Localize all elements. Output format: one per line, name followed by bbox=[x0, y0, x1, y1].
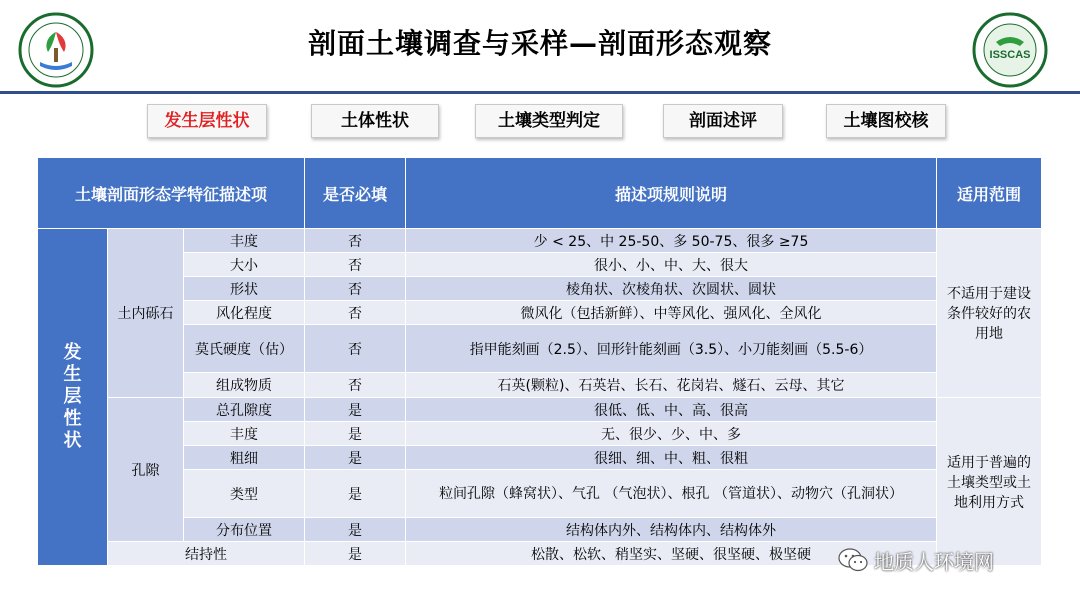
watermark-text: 地质人环境网 bbox=[874, 549, 994, 574]
table-row bbox=[38, 518, 1042, 542]
item-cell: 风化程度 bbox=[184, 301, 305, 325]
rule-cell: 无、很少、少、中、多 bbox=[406, 422, 937, 446]
rule-cell: 松散、松软、稍坚实、坚硬、很坚硬、极坚硬 bbox=[406, 542, 937, 566]
table-row bbox=[38, 398, 1042, 422]
watermark bbox=[838, 540, 1068, 580]
tab-soil-body[interactable]: 土体性状 bbox=[311, 104, 439, 138]
scope-gravel: 不适用于建设条件较好的农用地 bbox=[937, 229, 1042, 398]
required-cell: 是 bbox=[305, 398, 406, 422]
header-scope: 适用范围 bbox=[937, 158, 1042, 229]
table-row bbox=[38, 325, 1042, 373]
scope-pore: 适用于普遍的土壤类型或土地利用方式 bbox=[937, 398, 1042, 566]
profile-table bbox=[37, 157, 1042, 566]
required-cell: 是 bbox=[305, 470, 406, 518]
item-cell: 粗细 bbox=[184, 446, 305, 470]
table-row bbox=[38, 277, 1042, 301]
item-cell: 分布位置 bbox=[184, 518, 305, 542]
rule-cell: 很细、细、中、粗、很粗 bbox=[406, 446, 937, 470]
item-cell: 莫氏硬度（估） bbox=[184, 325, 305, 373]
header-rule: 描述项规则说明 bbox=[406, 158, 937, 229]
item-cell: 组成物质 bbox=[184, 373, 305, 398]
required-cell: 否 bbox=[305, 373, 406, 398]
item-cell: 丰度 bbox=[184, 229, 305, 253]
item-cell: 形状 bbox=[184, 277, 305, 301]
rule-cell: 少 < 25、中 25-50、多 50-75、很多 ≥75 bbox=[406, 229, 937, 253]
header-item: 土壤剖面形态学特征描述项 bbox=[38, 158, 305, 229]
required-cell: 是 bbox=[305, 422, 406, 446]
table-row bbox=[38, 422, 1042, 446]
tab-map-check[interactable]: 土壤图校核 bbox=[826, 104, 946, 138]
rule-cell: 很低、低、中、高、很高 bbox=[406, 398, 937, 422]
required-cell: 否 bbox=[305, 253, 406, 277]
item-cell: 类型 bbox=[184, 470, 305, 518]
tab-profile-review[interactable]: 剖面述评 bbox=[663, 104, 783, 138]
required-cell: 是 bbox=[305, 542, 406, 566]
rule-cell: 石英(颗粒)、石英岩、长石、花岗岩、燧石、云母、其它 bbox=[406, 373, 937, 398]
rule-cell: 粒间孔隙（蜂窝状）、气孔 （气泡状）、根孔 （管道状）、动物穴（孔洞状） bbox=[406, 470, 937, 518]
table-row bbox=[38, 373, 1042, 398]
table-row bbox=[38, 229, 1042, 253]
required-cell: 否 bbox=[305, 229, 406, 253]
group-gravel: 土内砾石 bbox=[108, 229, 184, 398]
item-cell: 结持性 bbox=[108, 542, 305, 566]
wechat-icon bbox=[838, 547, 868, 573]
header-required: 是否必填 bbox=[305, 158, 406, 229]
table-row bbox=[38, 446, 1042, 470]
item-cell: 丰度 bbox=[184, 422, 305, 446]
isscas-text: ISSCAS bbox=[989, 49, 1031, 61]
item-cell: 总孔隙度 bbox=[184, 398, 305, 422]
table-row bbox=[38, 470, 1042, 518]
rule-cell: 微风化（包括新鲜）、中等风化、强风化、全风化 bbox=[406, 301, 937, 325]
tab-genetic-horizon[interactable]: 发生层性状 bbox=[147, 104, 267, 138]
header-divider bbox=[0, 91, 1080, 94]
item-cell: 大小 bbox=[184, 253, 305, 277]
table-header-row bbox=[38, 158, 1042, 229]
soil-survey-logo bbox=[18, 12, 94, 88]
rule-cell: 结构体内外、结构体内、结构体外 bbox=[406, 518, 937, 542]
category-label: 发生层性状 bbox=[63, 342, 82, 451]
tab-soil-type[interactable]: 土壤类型判定 bbox=[475, 104, 623, 138]
page-title: 剖面土壤调查与采样—剖面形态观察 bbox=[307, 27, 772, 60]
group-pore: 孔隙 bbox=[108, 398, 184, 542]
required-cell: 是 bbox=[305, 518, 406, 542]
required-cell: 否 bbox=[305, 325, 406, 373]
table-row bbox=[38, 301, 1042, 325]
tab-bar bbox=[0, 104, 1080, 138]
rule-cell: 很小、小、中、大、很大 bbox=[406, 253, 937, 277]
category-cell bbox=[38, 229, 108, 566]
required-cell: 否 bbox=[305, 277, 406, 301]
isscas-logo bbox=[972, 12, 1048, 88]
table-row bbox=[38, 253, 1042, 277]
rule-cell: 棱角状、次棱角状、次圆状、圆状 bbox=[406, 277, 937, 301]
required-cell: 是 bbox=[305, 446, 406, 470]
rule-cell: 指甲能刻画（2.5）、回形针能刻画（3.5）、小刀能刻画（5.5-6） bbox=[406, 325, 937, 373]
required-cell: 否 bbox=[305, 301, 406, 325]
